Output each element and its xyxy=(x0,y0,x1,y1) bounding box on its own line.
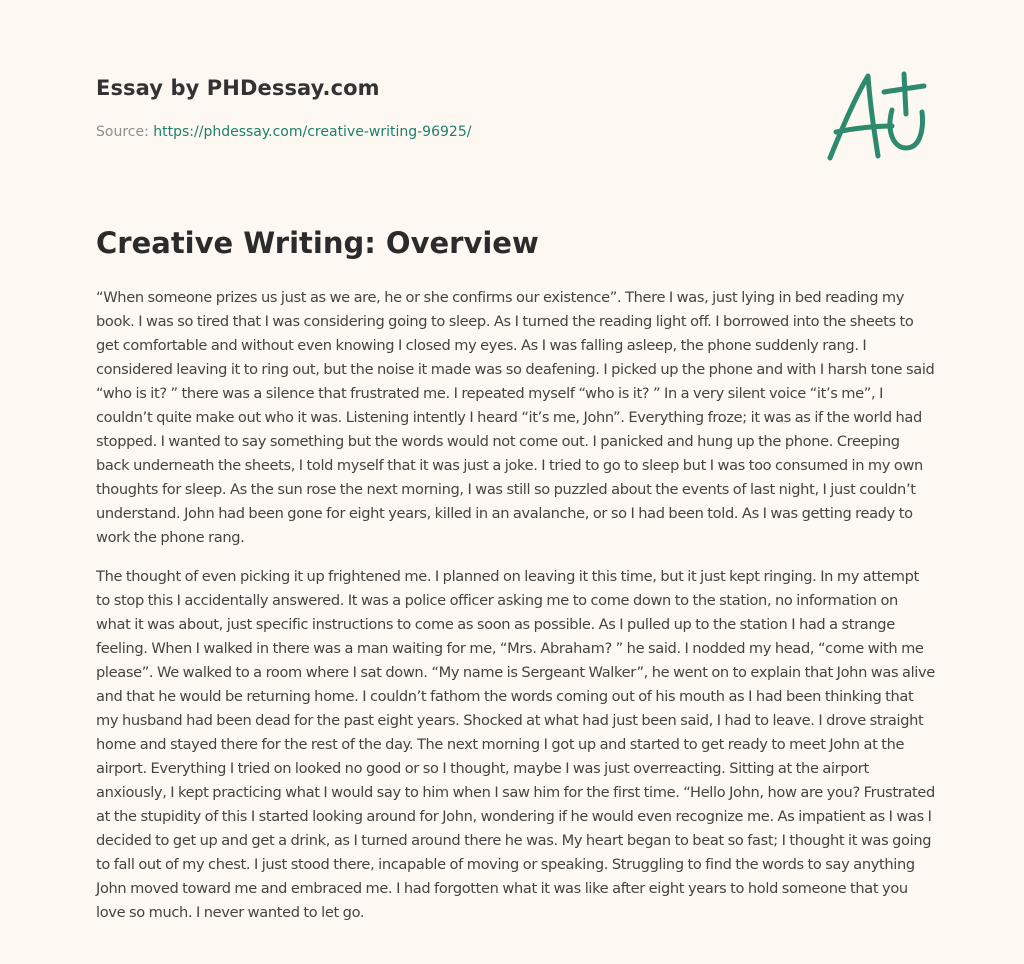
source-line xyxy=(96,124,471,140)
site-brand: Essay by PHDessay.com xyxy=(96,76,380,100)
article-paragraph: The thought of even picking it up frightened me. I planned on leaving it this time, but it just kept ringing. In my attempt to stop this I accidentally answered. It was a police officer asking me to come down to the station, no information on what it was about, just specific instructions to come as soon as possible. As I pulled up to the station I had a strange feeling. When I walked in there was a man waiting for me, “Mrs. Abraham? ” he said. I nodded my head, “come with me please”. We walked to a room where I sat down. “My name is Sergeant Walker”, he went on to explain that John was alive and that he would be returning home. I couldn’t fathom the words coming out of his mouth as I had been thinking that my husband had been dead for the past eight years. Shocked at what had just been said, I had to leave. I drove straight home and stayed there for the rest of the day. The next morning I got up and started to get ready to meet John at the airport. Everything I tried on looked no good or so I thought, maybe I was just overreacting. Sitting at the airport anxiously, I kept practicing what I would say to him when I saw him for the first time. “Hello John, how are you? Frustrated at the stupidity of this I started looking around for John, wondering if he would even recognize me. As impatient as I was I decided to get up and get a drink, as I turned around there he was. My heart began to beat so fast; I thought it was going to fall out of my chest. I just stood there, incapable of moving or speaking. Struggling to find the words to say anything John moved toward me and embraced me. I had forgotten what it was like after eight years to hold someone that you love so much. I never wanted to let go. xyxy=(96,568,935,921)
page-header xyxy=(96,0,936,190)
article-paragraph: “When someone prizes us just as we are, he or she confirms our existence”. There I was, just lying in bed reading my book. I was so tired that I was considering going to sleep. As I turned the reading light off. I borrowed into the sheets to get comfortable and without even knowing I closed my eyes. As I was falling asleep, the phone suddenly rang. I considered leaving it to ring out, but the noise it made was so deafening. I picked up the phone and with I harsh tone said “who is it? ” there was a silence that frustrated me. I repeated myself “who is it? ” In a very silent voice “it’s me”, I couldn’t quite make out who it was. Listening intently I heard “it’s me, John”. Everything froze; it was as if the world had stopped. I wanted to say something but the words would not come out. I panicked and hung up the phone. Creeping back underneath the sheets, I told myself that it was just a joke. I tried to go to sleep but I was too consumed in my own thoughts for sleep. As the sun rose the next morning, I was still so puzzled about the events of last night, I just couldn’t understand. John had been gone for eight years, killed in an avalanche, or so I had been told. As I was getting ready to work the phone rang. xyxy=(96,289,935,546)
article-body xyxy=(96,286,936,940)
a-plus-handwritten-icon xyxy=(820,68,930,164)
source-link[interactable]: https://phdessay.com/creative-writing-96925/ xyxy=(153,124,472,140)
source-label: Source: xyxy=(96,124,154,140)
article-title: Creative Writing: Overview xyxy=(96,226,539,260)
